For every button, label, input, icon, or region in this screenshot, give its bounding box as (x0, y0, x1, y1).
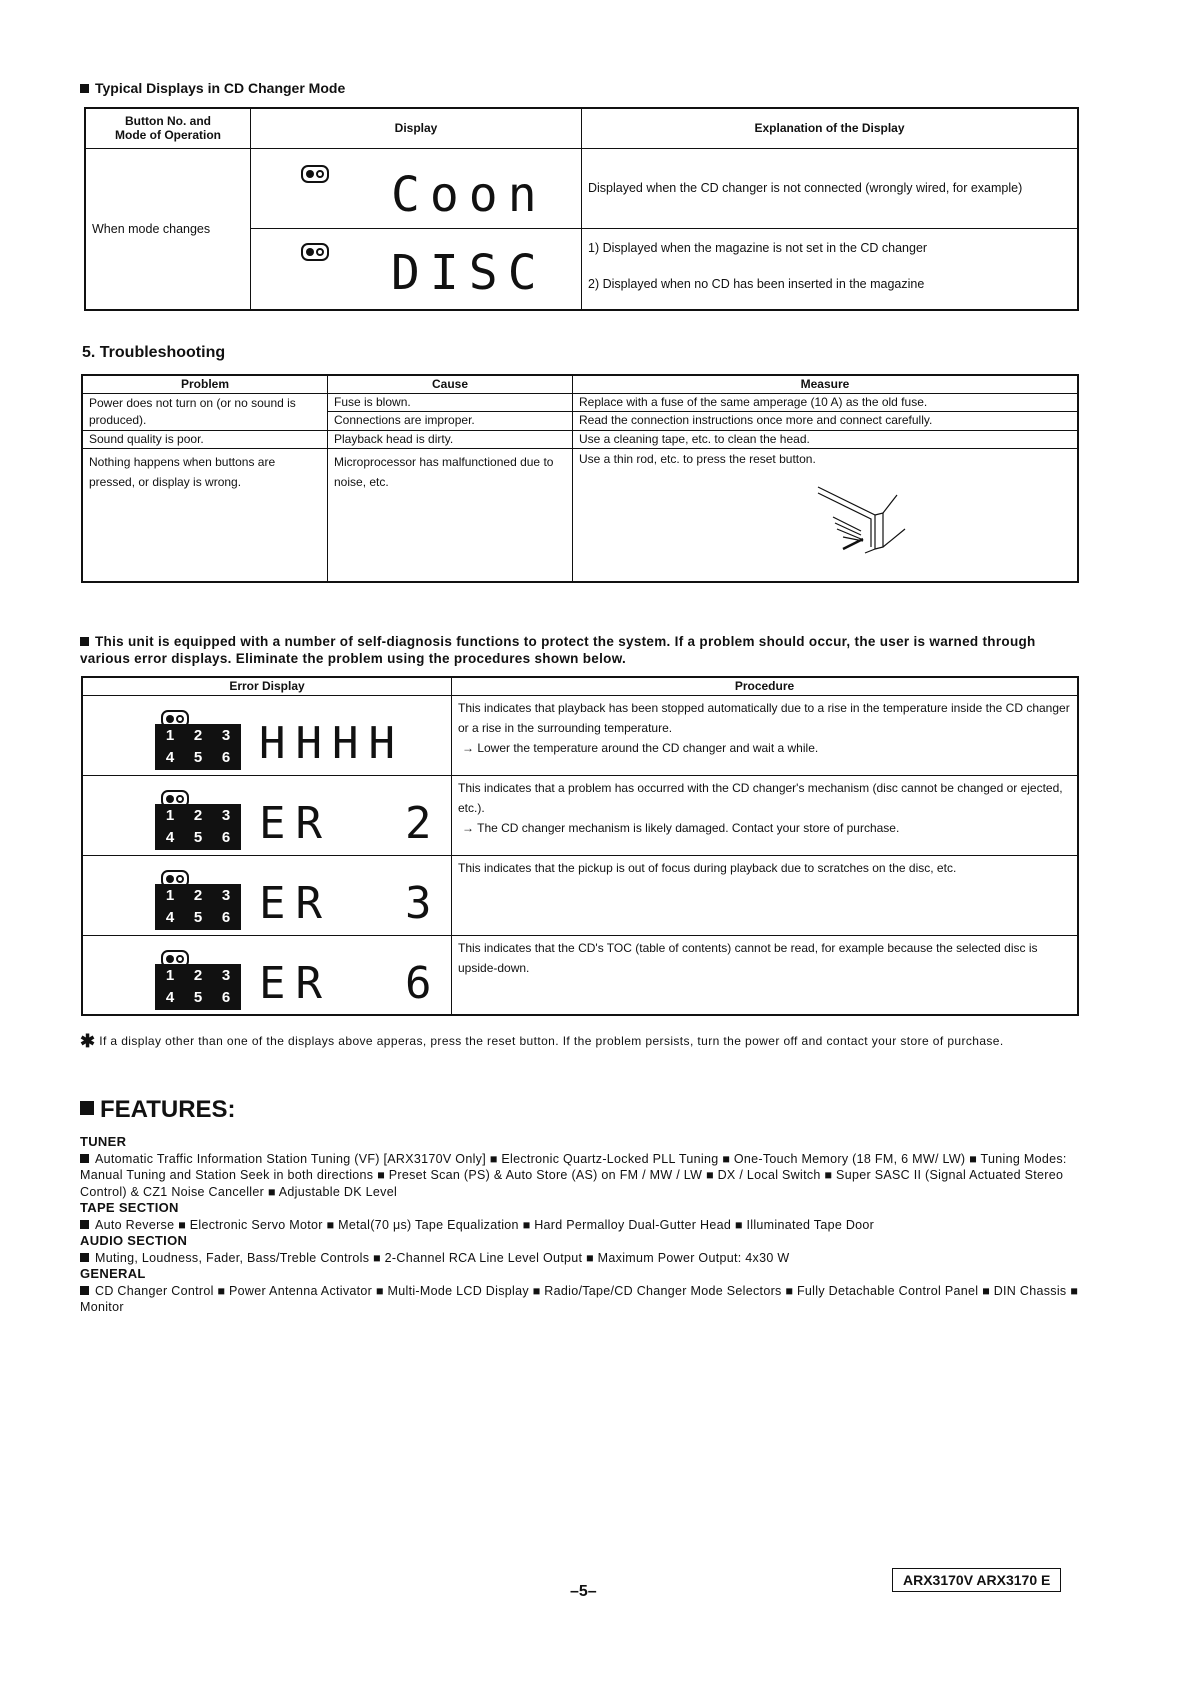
explanation-line: 1) Displayed when the magazine is not set in the CD changer (588, 240, 928, 255)
col-header-error-display: Error Display (82, 677, 452, 695)
cause-cell: Microprocessor has malfunctioned due to noise, etc. (328, 448, 573, 582)
procedure-text: This indicates that the CD's TOC (table of contents) cannot be read, for example because the selected disc is upside-down. (458, 940, 1038, 975)
explanation-cell (582, 228, 1079, 310)
cd-logo-icon (301, 165, 329, 183)
display-cell (251, 228, 582, 310)
problem-cell: Nothing happens when buttons are pressed, or display is wrong. (82, 448, 328, 582)
lcd-display: Coon (391, 166, 547, 223)
cause-cell: Fuse is blown. (328, 393, 573, 412)
measure-cell (573, 448, 1079, 582)
bullet-square-icon (80, 1101, 94, 1115)
procedure-text: This indicates that the pickup is out of focus during playback due to scratches on the disc, etc. (458, 860, 957, 875)
features-audio-title: AUDIO SECTION (80, 1233, 188, 1248)
self-diagnosis-intro: This unit is equipped with a number of self-diagnosis functions to protect the system. If a problem should occur, the user is warned through various error displays. Eliminate the problem using the procedures shown below. (80, 634, 1036, 666)
measure-cell: Use a cleaning tape, etc. to clean the head. (573, 430, 1079, 448)
mode-cell: When mode changes (85, 148, 251, 310)
problem-cell: Power does not turn on (or no sound is produced). (82, 393, 328, 430)
explanation-cell: Displayed when the CD changer is not connected (wrongly wired, for example) (582, 148, 1079, 228)
lcd-error-code: ER 6 (259, 957, 442, 1009)
display-cell (251, 148, 582, 228)
cause-cell: Playback head is dirty. (328, 430, 573, 448)
col-header-mode: Button No. and Mode of Operation (85, 108, 251, 148)
reset-button-illustration (813, 477, 913, 557)
cause-cell: Connections are improper. (328, 412, 573, 431)
features-heading: FEATURES: (80, 1096, 236, 1124)
col-header-procedure: Procedure (452, 677, 1079, 695)
col-header-measure: Measure (573, 375, 1079, 393)
error-display-cell (82, 855, 452, 935)
error-display-cell (82, 775, 452, 855)
reset-note: ✱ If a display other than one of the displays above apperas, press the reset button. If the problem persists, turn the power off and contact your store of purchase. (80, 1031, 1004, 1051)
procedure-text: This indicates that a problem has occurred with the CD changer's mechanism (disc cannot be changed or ejected, etc.). (458, 780, 1063, 815)
procedure-cell (452, 775, 1079, 855)
problem-cell: Sound quality is poor. (82, 430, 328, 448)
troubleshooting-table (81, 374, 1079, 583)
model-label: ARX3170V ARX3170 E (892, 1568, 1061, 1592)
error-display-cell (82, 695, 452, 775)
error-display-cell (82, 935, 452, 1015)
col-header-display: Display (251, 108, 582, 148)
explanation-line: 2) Displayed when no CD has been inserted in the magazine (588, 276, 925, 291)
lcd-error-code: ER 2 (259, 797, 442, 849)
asterisk-icon: ✱ (80, 1031, 96, 1051)
disc-number-grid: 1 2 3 4 5 6 (155, 724, 241, 770)
lcd-display: DISC (391, 244, 547, 301)
features-general-title: GENERAL (80, 1266, 146, 1281)
troubleshooting-heading: 5. Troubleshooting (82, 344, 226, 361)
bullet-square-icon (80, 1286, 89, 1295)
procedure-cell (452, 695, 1079, 775)
page-number: –5– (570, 1583, 597, 1600)
features-tuner-text: Automatic Traffic Information Station Tuning (VF) [ARX3170V Only] ■ Electronic Quartz-Locked PLL Tuning ■ One-Touch Memory (18 FM, 6 MW/ LW) ■ Tuning Modes: Manual Tuning and Station Seek in both directions ■ Preset Scan (PS) & Auto Store (AS) on FM / MW / LW ■ DX / Local Switch ■ Super SASC II (Signal Actuated Stereo Control) & CZ1 Noise Canceller ■ Adjustable DK Level (80, 1151, 1067, 1199)
col-header-cause: Cause (328, 375, 573, 393)
bullet-square-icon (80, 84, 89, 93)
features-tuner-title: TUNER (80, 1134, 127, 1149)
lcd-error-code: ER 3 (259, 877, 442, 929)
disc-number-grid: 1 2 3 4 5 6 (155, 884, 241, 930)
features-audio-text: Muting, Loudness, Fader, Bass/Treble Controls ■ 2-Channel RCA Line Level Output ■ Maximum Power Output: 4x30 W (95, 1250, 790, 1265)
col-header-explanation: Explanation of the Display (582, 108, 1079, 148)
measure-text: Use a thin rod, etc. to press the reset button. (579, 451, 816, 466)
measure-cell: Replace with a fuse of the same amperage (10 A) as the old fuse. (573, 393, 1079, 412)
error-display-table (81, 676, 1079, 1016)
features-general-text: CD Changer Control ■ Power Antenna Activator ■ Multi-Mode LCD Display ■ Radio/Tape/CD Changer Mode Selectors ■ Fully Detachable Control Panel ■ DIN Chassis ■ Monitor (80, 1283, 1079, 1314)
procedure-cell (452, 855, 1079, 935)
features-tape-text: Auto Reverse ■ Electronic Servo Motor ■ Metal(70 μs) Tape Equalization ■ Hard Permalloy Dual-Gutter Head ■ Illuminated Tape Door (95, 1217, 875, 1232)
bullet-square-icon (80, 637, 89, 646)
section1-heading: Typical Displays in CD Changer Mode (80, 80, 345, 96)
lcd-error-code: HHHH (259, 717, 405, 769)
procedure-cell (452, 935, 1079, 1015)
features-list (80, 1134, 1080, 1316)
col-header-problem: Problem (82, 375, 328, 393)
procedure-action: → Lower the temperature around the CD changer and wait a while. (462, 740, 819, 755)
measure-cell: Read the connection instructions once more and connect carefully. (573, 412, 1079, 431)
disc-number-grid: 1 2 3 4 5 6 (155, 964, 241, 1010)
cd-changer-display-table (84, 107, 1079, 311)
disc-number-grid: 1 2 3 4 5 6 (155, 804, 241, 850)
bullet-square-icon (80, 1154, 89, 1163)
cd-logo-icon (301, 243, 329, 261)
bullet-square-icon (80, 1253, 89, 1262)
procedure-text: This indicates that playback has been stopped automatically due to a rise in the temperature inside the CD changer or a rise in the surrounding temperature. (458, 700, 1070, 735)
procedure-action: → The CD changer mechanism is likely damaged. Contact your store of purchase. (462, 820, 900, 835)
bullet-square-icon (80, 1220, 89, 1229)
features-tape-title: TAPE SECTION (80, 1200, 179, 1215)
